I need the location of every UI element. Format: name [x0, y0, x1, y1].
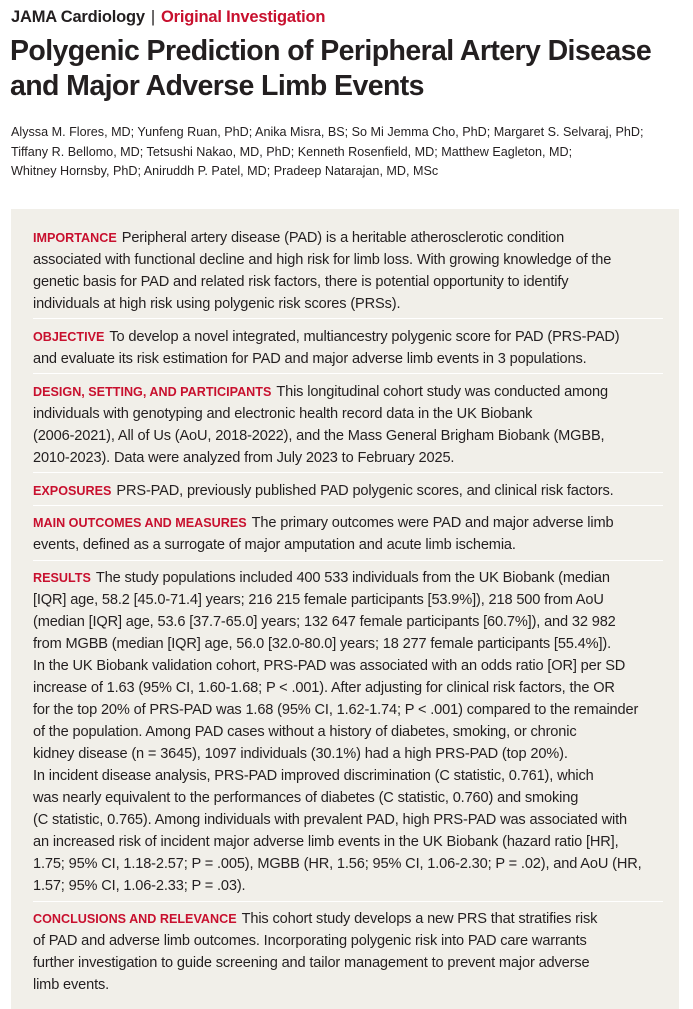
section-text: [IQR] age, 58.2 [45.0-71.4] years; 216 215 female participants [53.9%]), 218 500 from AoU: [33, 592, 604, 608]
section-text: of the population. Among PAD cases without a history of diabetes, smoking, or chronic: [33, 724, 577, 740]
author-line: Tiffany R. Bellomo, MD; Tetsushi Nakao, MD, PhD; Kenneth Rosenfield, MD; Matthew Eagleton, MD;: [11, 144, 573, 159]
abstract-objective: [33, 326, 663, 370]
section-heading: DESIGN, SETTING, AND PARTICIPANTS: [33, 385, 272, 399]
section-text: This cohort study develops a new PRS that stratifies risk: [241, 911, 598, 927]
section-heading: MAIN OUTCOMES AND MEASURES: [33, 516, 247, 530]
article-type: Original Investigation: [161, 8, 326, 26]
section-divider: [33, 505, 663, 506]
section-text: 2010-2023). Data were analyzed from July 2023 to February 2025.: [33, 450, 455, 466]
author-list: [11, 123, 681, 182]
journal-header: [11, 8, 325, 27]
section-text: from MGBB (median [IQR] age, 56.0 [32.0-80.0] years; 18 277 female participants [55.4%]).: [33, 636, 611, 652]
abstract-outcomes: [33, 512, 663, 556]
section-heading: CONCLUSIONS AND RELEVANCE: [33, 912, 237, 926]
section-text: kidney disease (n = 3645), 1097 individuals (30.1%) had a high PRS-PAD (top 20%).: [33, 746, 568, 762]
abstract-box: [11, 209, 679, 1009]
abstract-results: [33, 567, 663, 897]
section-text: increase of 1.63 (95% CI, 1.60-1.68; P < .001). After adjusting for clinical risk factors, the OR: [33, 680, 615, 696]
section-text: events, defined as a surrogate of major amputation and acute limb ischemia.: [33, 537, 516, 553]
section-text: In the UK Biobank validation cohort, PRS-PAD was associated with an odds ratio [OR] per SD: [33, 658, 626, 674]
abstract-importance: [33, 227, 663, 315]
section-text: of PAD and adverse limb outcomes. Incorporating polygenic risk into PAD care warrants: [33, 933, 587, 949]
section-text: This longitudinal cohort study was conducted among: [276, 384, 608, 400]
section-heading: RESULTS: [33, 571, 91, 585]
section-text: (2006-2021), All of Us (AoU, 2018-2022), and the Mass General Brigham Biobank (MGBB,: [33, 428, 605, 444]
abstract-conclusions: [33, 908, 663, 996]
section-text: associated with functional decline and high risk for limb loss. With growing knowledge of the: [33, 252, 612, 268]
section-divider: [33, 318, 663, 319]
section-heading: OBJECTIVE: [33, 330, 105, 344]
section-text: an increased risk of incident major adverse limb events in the UK Biobank (hazard ratio [HR],: [33, 834, 619, 850]
section-text: 1.75; 95% CI, 1.18-2.57; P = .005), MGBB (HR, 1.56; 95% CI, 1.06-2.30; P = .02), and AoU (HR,: [33, 856, 642, 872]
section-heading: IMPORTANCE: [33, 231, 117, 245]
section-text: To develop a novel integrated, multiancestry polygenic score for PAD (PRS-PAD): [109, 329, 620, 345]
section-text: The primary outcomes were PAD and major adverse limb: [251, 515, 614, 531]
section-text: PRS-PAD, previously published PAD polygenic scores, and clinical risk factors.: [116, 483, 614, 499]
section-text: (C statistic, 0.765). Among individuals with prevalent PAD, high PRS-PAD was associated with: [33, 812, 627, 828]
section-divider: [33, 901, 663, 902]
section-text: Peripheral artery disease (PAD) is a heritable atherosclerotic condition: [121, 230, 565, 246]
abstract-exposures: [33, 480, 663, 502]
section-divider: [33, 373, 663, 374]
section-text: In incident disease analysis, PRS-PAD improved discrimination (C statistic, 0.761), which: [33, 768, 594, 784]
author-line: Alyssa M. Flores, MD; Yunfeng Ruan, PhD; Anika Misra, BS; So Mi Jemma Cho, PhD; Margaret S. Selvaraj, PhD;: [11, 125, 644, 139]
section-text: (median [IQR] age, 53.6 [37.7-65.0] years; 132 647 female participants [60.7%]), and 32 982: [33, 614, 616, 630]
article-title: Polygenic Prediction of Peripheral Artery Disease and Major Adverse Limb Events: [10, 35, 652, 102]
section-text: individuals with genotyping and electronic health record data in the UK Biobank: [33, 406, 533, 422]
author-line: Whitney Hornsby, PhD; Aniruddh P. Patel, MD; Pradeep Natarajan, MD, MSc: [11, 164, 439, 178]
section-text: for the top 20% of PRS-PAD was 1.68 (95% CI, 1.62-1.74; P < .001) compared to the remainder: [33, 702, 639, 718]
section-text: limb events.: [33, 977, 110, 993]
section-text: 1.57; 95% CI, 1.06-2.33; P = .03).: [33, 878, 246, 894]
journal-name[interactable]: JAMA Cardiology: [11, 8, 145, 26]
header-separator: |: [150, 8, 155, 26]
section-text: and evaluate its risk estimation for PAD and major adverse limb events in 3 populations.: [33, 351, 587, 367]
section-text: further investigation to guide screening and tailor management to prevent major adverse: [33, 955, 590, 971]
section-text: The study populations included 400 533 individuals from the UK Biobank (median: [95, 570, 610, 586]
section-text: individuals at high risk using polygenic risk scores (PRSs).: [33, 296, 401, 312]
section-text: was nearly equivalent to the performances of diabetes (C statistic, 0.760) and smoking: [33, 790, 579, 806]
section-text: genetic basis for PAD and related risk factors, there is potential opportunity to identify: [33, 274, 569, 290]
section-divider: [33, 560, 663, 561]
section-heading: EXPOSURES: [33, 484, 112, 498]
abstract-design: [33, 381, 663, 469]
section-divider: [33, 472, 663, 473]
